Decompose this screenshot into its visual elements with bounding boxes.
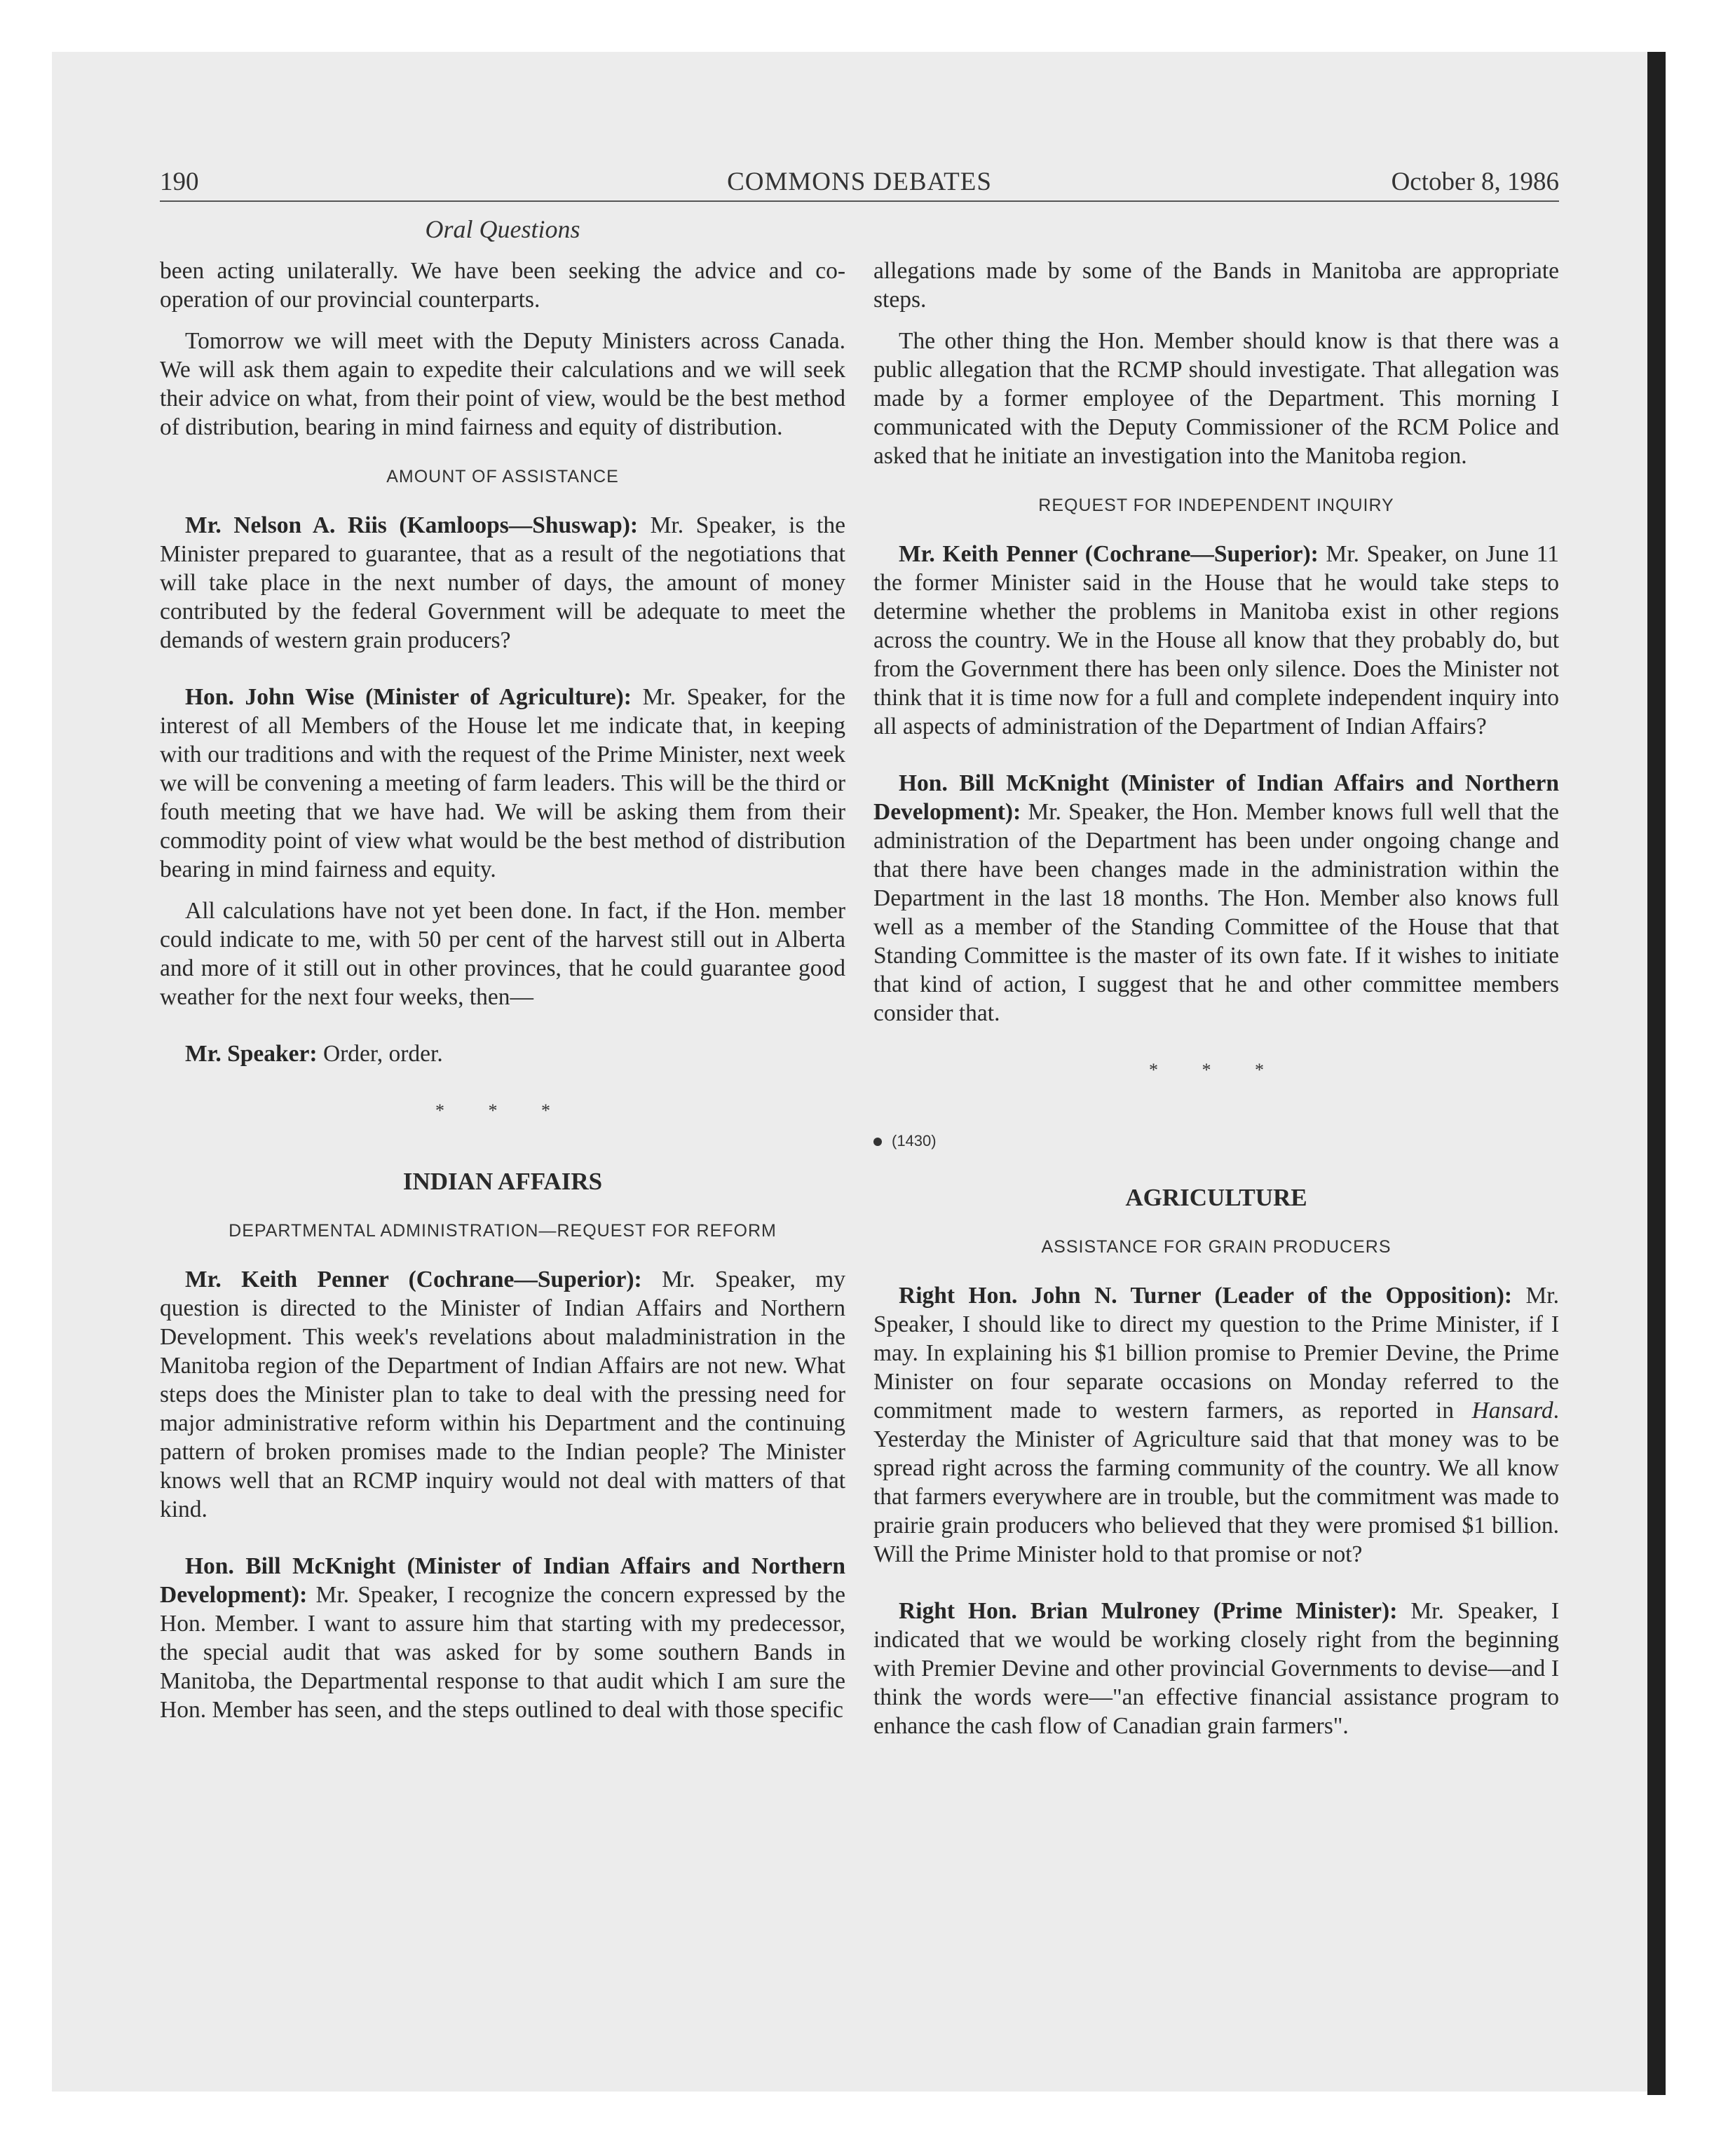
timestamp-text: (1430) [892,1132,937,1149]
section-heading: INDIAN AFFAIRS [402,1168,603,1195]
paragraph: allegations made by some of the Bands in Manitoba are appropriate steps. [873,258,1559,313]
speaker-name: Hon. John Wise (Minister of Agriculture): [185,684,632,710]
paragraph [873,540,1559,741]
paragraph [160,511,845,655]
speech-text: . Yesterday the Minister of Agriculture said that that money was to be spread right across the farming community of the country. We all know that farmers everywhere are in trouble, but the commitment was made to prairie grain producers who believed that they were promised $1 billion. Will the Prime Minister hold to that promise or not? [873,1398,1559,1567]
speech-text: Mr. Speaker, is the Minister prepared to guarantee, that as a result of the negotiations that will take place in the next number of days, the amount of money contributed by the federal Government will be adequate to meet the demands of western grain producers? [160,512,845,653]
subheading: AMOUNT OF ASSISTANCE [386,467,619,486]
paragraph: The other thing the Hon. Member should know is that there was a public allegation that the RCMP should investigate. That allegation was made by a former employee of the Department. This morning I communicated with the Deputy Commissioner of the RCM Police and asked that he initiate an investigation into the Manitoba region. [873,328,1559,469]
paragraph [160,683,845,884]
speech-text: Mr. Speaker, the Hon. Member knows full well that the administration of the Department has been under ongoing change and that there have been changes made in the administration within the Department in the last 18 months. The Hon. Member also knows full well as a member of the Standing Committee of the House that that Standing Committee is the master of its own fate. If it wishes to initiate that kind of action, I suggest that he and other committee members consider that. [873,799,1559,1026]
subheading: DEPARTMENTAL ADMINISTRATION—REQUEST FOR REFORM [229,1221,777,1241]
paragraph: All calculations have not yet been done. In fact, if the Hon. member could indicate to me, with 50 per cent of the harvest still out in Alberta and more of it still out in other provinces, that he could guarantee good weather for the next four weeks, then— [160,898,845,1010]
paragraph [160,1552,845,1724]
scan-edge-bar [1647,52,1666,2095]
paragraph [160,1039,845,1068]
subheading: REQUEST FOR INDEPENDENT INQUIRY [1038,496,1394,515]
section-subheader: Oral Questions [425,215,580,243]
speaker-name: Mr. Keith Penner (Cochrane—Superior): [185,1267,642,1292]
timestamp [873,1126,1559,1155]
speech-text: Mr. Speaker, my question is directed to the Minister of Indian Affairs and Northern Development. This week's revelations about maladministration in the Manitoba region of the Department of Indian Affairs are not new. What steps does the Minister plan to take to deal with the pressing need for major administrative reform within his Department and the continuing pattern of broken promises made to the Indian people? The Minister knows well that an RCMP inquiry would not deal with matters of that kind. [160,1267,845,1522]
left-column [160,257,845,1737]
speaker-name: Mr. Keith Penner (Cochrane—Superior): [899,541,1319,567]
paragraph [873,1281,1559,1569]
paragraph: Tomorrow we will meet with the Deputy Ministers across Canada. We will ask them again to expedite their calculations and we will seek their advice on what, from their point of view, would be the best method of distribution, bearing in mind fairness and equity of distribution. [160,328,845,440]
speaker-name: Right Hon. John N. Turner (Leader of the Opposition): [899,1283,1513,1309]
publication-title: COMMONS DEBATES [727,168,992,196]
speaker-name: Mr. Nelson A. Riis (Kamloops—Shuswap): [185,512,639,538]
speaker-name: Hon. Bill McKnight (Minister of Indian Affairs and Northern Development): [160,1553,845,1608]
paragraph [873,769,1559,1028]
paragraph [873,1597,1559,1740]
page-number: 190 [160,168,199,196]
speaker-name: Hon. Bill McKnight (Minister of Indian Affairs and Northern Development): [873,770,1559,825]
italic-reference: Hansard [1471,1398,1553,1424]
speech-text: Mr. Speaker, I should like to direct my question to the Prime Minister, if I may. In explaining his $1 billion promise to Premier Devine, the Prime Minister on four separate occasions on Monday referred to the commitment made to western farmers, as reported in [873,1283,1559,1424]
speech-text: Mr. Speaker, I indicated that we would be working closely right from the beginning with Premier Devine and other provincial Governments to devise—and I think the words were—"an effective financial assistance program to enhance the cash flow of Canadian grain farmers". [873,1598,1559,1739]
section-heading: AGRICULTURE [1125,1184,1307,1211]
page-header [160,165,1559,202]
speech-text: Mr. Speaker, I recognize the concern expressed by the Hon. Member. I want to assure him that starting with my predecessor, the special audit that was asked for by some southern Bands in Manitoba, the Departmental response to that audit which I am sure the Hon. Member has seen, and the steps outlined to deal with those specific [160,1582,845,1723]
right-column [873,257,1559,1753]
speech-text: Mr. Speaker, for the interest of all Members of the House let me indicate that, in keeping with our traditions and with the request of the Prime Minister, next week we will be convening a meeting of farm leaders. This will be the third or fouth meeting that we have had. We will be asking them from their commodity point of view what would be the best method of distribution bearing in mind fairness and equity. [160,684,846,882]
speech-text: Order, order. [317,1041,443,1067]
speaker-name: Right Hon. Brian Mulroney (Prime Minister): [899,1598,1398,1624]
paragraph: been acting unilaterally. We have been seeking the advice and co-operation of our provincial counterparts. [160,258,845,313]
subheading: ASSISTANCE FOR GRAIN PRODUCERS [1041,1237,1392,1257]
speech-text: Mr. Speaker, on June 11 the former Minister said in the House that he would take steps to determine whether the problems in Manitoba exist in other regions across the country. We in the House all know that they probably do, but from the Government there has been only silence. Does the Minister not think that it is time now for a full and complete independent inquiry into all aspects of administration of the Department of Indian Affairs? [873,541,1560,739]
bullet-icon [873,1138,882,1146]
section-separator: * * * [1149,1060,1284,1080]
speaker-name: Mr. Speaker: [185,1041,318,1067]
paragraph [160,1265,845,1524]
publication-date: October 8, 1986 [1391,168,1559,196]
section-separator: * * * [435,1100,570,1121]
